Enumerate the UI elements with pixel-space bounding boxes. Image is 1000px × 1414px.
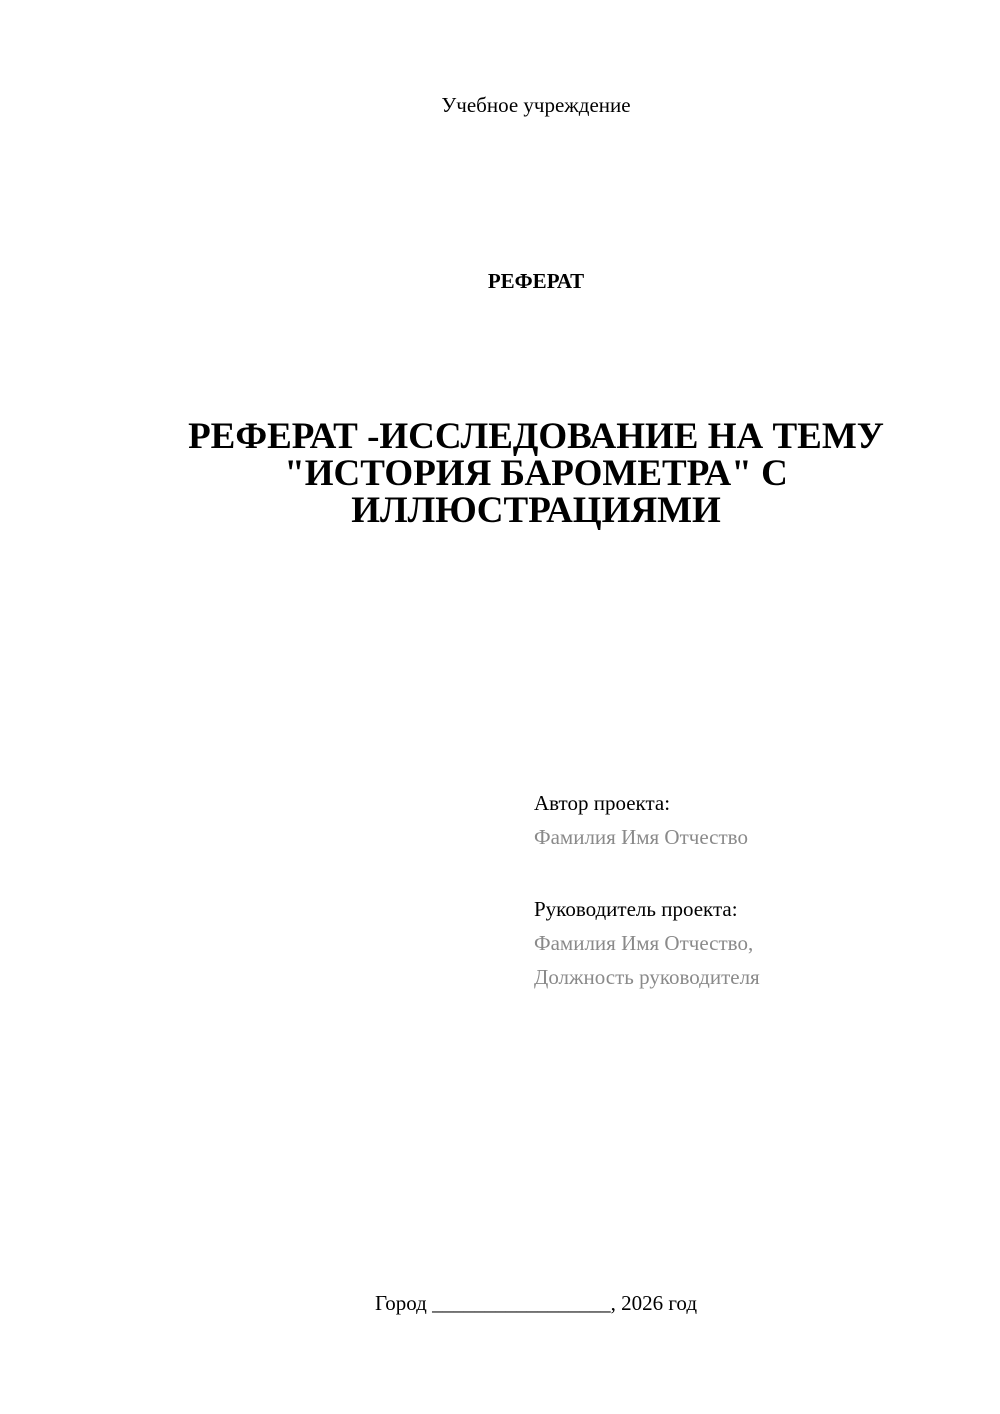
author-label: Автор проекта:	[534, 791, 671, 815]
document-type: РЕФЕРАТ	[487, 269, 585, 293]
supervisor-position: Должность руководителя	[534, 965, 760, 989]
supervisor-name: Фамилия Имя Отчество,	[534, 931, 754, 955]
institution-name: Учебное учреждение	[441, 93, 631, 117]
author-block	[534, 786, 974, 854]
supervisor-label: Руководитель проекта:	[534, 897, 738, 921]
city-year-footer: Город _________________, 2026 год	[374, 1291, 698, 1315]
supervisor-block	[534, 892, 974, 994]
document-title: РЕФЕРАТ -ИССЛЕДОВАНИЕ НА ТЕМУ "ИСТОРИЯ БАРОМЕТРА" С ИЛЛЮСТРАЦИЯМИ	[188, 416, 884, 531]
author-name: Фамилия Имя Отчество	[534, 825, 748, 849]
